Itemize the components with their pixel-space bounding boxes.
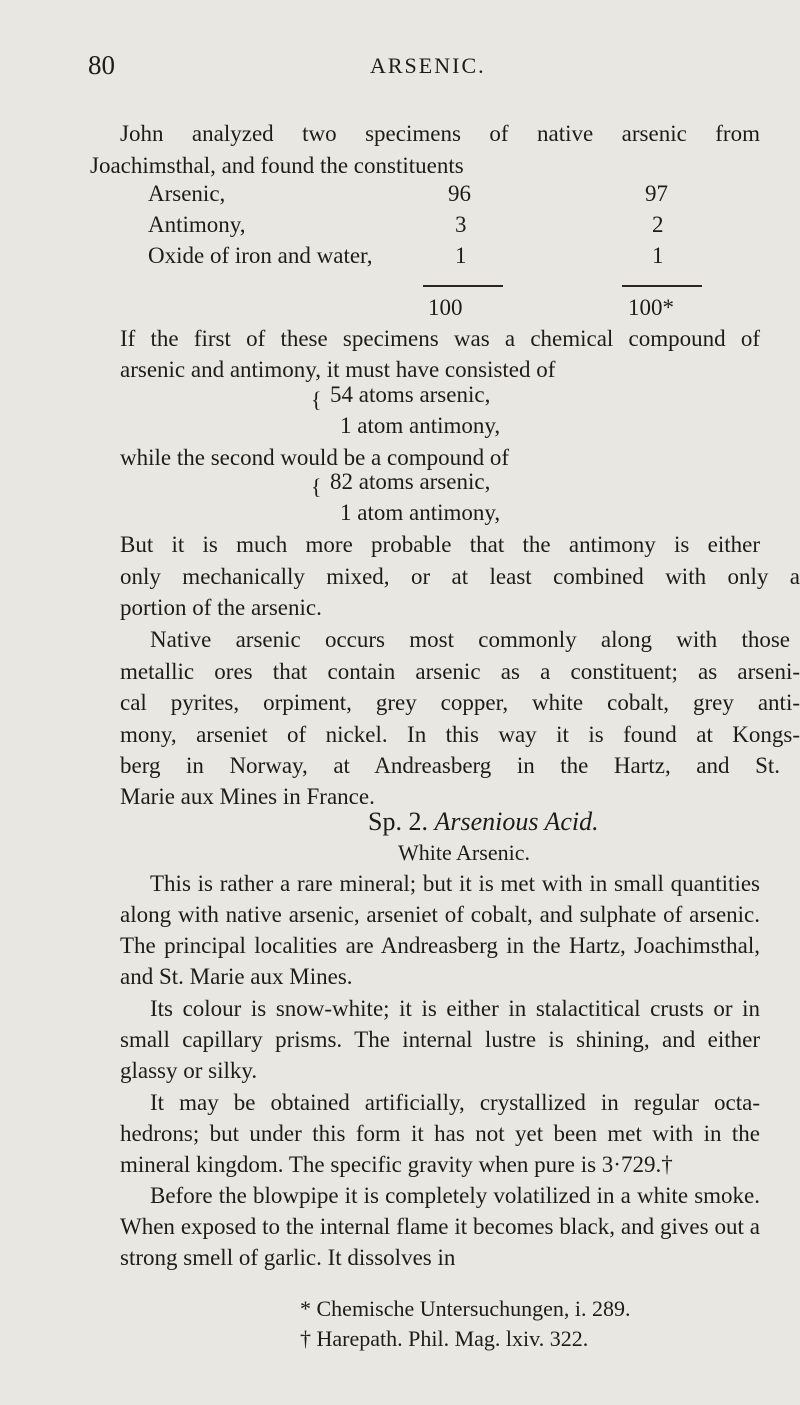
text-line: Native arsenic occurs most commonly along with those <box>150 627 790 652</box>
text-line: But it is much more probable that the antimony is either <box>120 532 760 557</box>
text-line: berg in Norway, at Andreasberg in the Hartz, and St. <box>120 753 780 778</box>
second-value: 97 <box>645 181 668 206</box>
second-value: 1 <box>652 243 664 268</box>
page-number: 80 <box>88 50 115 80</box>
species-heading <box>368 807 599 837</box>
first-value: 1 <box>455 243 467 268</box>
brace: { <box>311 387 322 412</box>
formula-line: 54 atoms arsenic, <box>330 382 491 407</box>
brace: { <box>311 474 322 499</box>
first-value: 96 <box>448 181 471 206</box>
footnote: * Chemische Untersuchungen, i. 289. <box>300 1296 631 1321</box>
formula-line: 1 atom antimony, <box>340 413 501 438</box>
text-line: arsenic and antimony, it must have consisted of <box>120 357 556 382</box>
row-label: Antimony, <box>148 212 246 237</box>
first-value: 3 <box>455 212 467 237</box>
species-number: Sp. 2. <box>368 807 428 836</box>
second-value: 2 <box>652 212 664 237</box>
text-line: cal pyrites, orpiment, grey copper, white cobalt, grey anti- <box>120 690 800 715</box>
formula-line: 82 atoms arsenic, <box>330 469 491 494</box>
paragraph: Before the blowpipe it is completely volatilized in a white smoke. When exposed to the internal flame it becomes black, and gives out a strong smell of garlic. It dissolves in <box>120 1183 760 1270</box>
paragraph: Its colour is snow-white; it is either in stalactitical crusts or in small capillary prisms. The internal lustre is shining, and either glassy or silky. <box>120 996 760 1083</box>
paragraph: This is rather a rare mineral; but it is met with in small quantities along with native arsenic, arseniet of cobalt, and sulphate of arsenic. The principal localities are Andreasberg in the Hartz, Joachimsthal, and St. Marie aux Mines. <box>120 871 760 989</box>
species-subtitle: White Arsenic. <box>398 840 530 865</box>
footnote: † Harepath. Phil. Mag. lxiv. 322. <box>300 1326 589 1351</box>
second-total: 100* <box>628 295 674 320</box>
sum-rule <box>423 285 503 287</box>
intro-line-1: John analyzed two specimens of native arsenic from <box>120 121 760 146</box>
species-name: Arsenious Acid. <box>434 807 599 836</box>
text-line: only mechanically mixed, or at least combined with only a <box>120 564 800 589</box>
intro-line-2: Joachimsthal, and found the constituents <box>90 153 464 178</box>
sum-rule <box>622 285 702 287</box>
row-label: Oxide of iron and water, <box>148 243 373 268</box>
row-label: Arsenic, <box>148 181 226 206</box>
running-title: ARSENIC. <box>370 53 486 78</box>
first-total: 100 <box>428 295 463 320</box>
paragraph: It may be obtained artificially, crystallized in regular octa-hedrons; but under this form it has not yet been met with in the mineral kingdom. The specific gravity when pure is 3·729.† <box>120 1090 760 1177</box>
text-line: while the second would be a compound of <box>120 445 509 470</box>
running-header <box>88 50 728 86</box>
formula-line: 1 atom antimony, <box>340 500 501 525</box>
text-line: portion of the arsenic. <box>120 595 322 620</box>
text-line: metallic ores that contain arsenic as a constituent; as arseni- <box>120 659 800 684</box>
text-line: Marie aux Mines in France. <box>120 784 375 809</box>
text-line: If the first of these specimens was a chemical compound of <box>120 326 760 351</box>
text-line: mony, arseniet of nickel. In this way it is found at Kongs- <box>120 722 800 747</box>
